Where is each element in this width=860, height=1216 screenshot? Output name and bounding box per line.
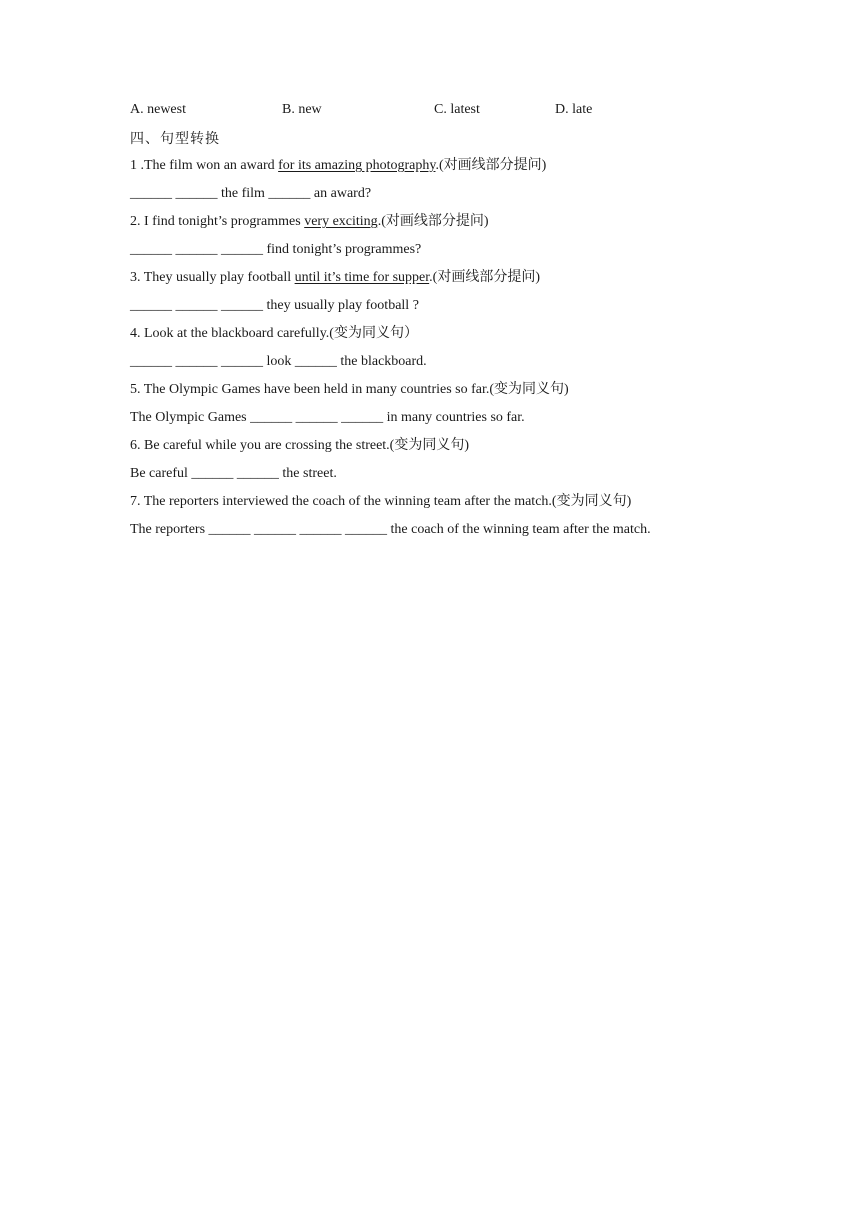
question-2	[130, 210, 830, 238]
question-instruction: .(对画线部分提问)	[435, 158, 547, 173]
option-b: B. new	[282, 102, 322, 117]
section-title: 四、句型转换	[130, 132, 220, 147]
question-instruction: .(对画线部分提问)	[429, 270, 540, 285]
option-a: A. newest	[130, 102, 186, 117]
answer-6: Be careful ______ ______ the street.	[130, 466, 337, 481]
answer-5: The Olympic Games ______ ______ ______ in many countries so far.	[130, 410, 525, 425]
question-5: 5. The Olympic Games have been held in many countries so far.(变为同义句)	[130, 382, 569, 397]
worksheet-page	[130, 102, 830, 546]
question-1	[130, 154, 830, 182]
answer-7: The reporters ______ ______ ______ ______ the coach of the winning team after the match.	[130, 522, 651, 537]
answer-1: ______ ______ the film ______ an award?	[130, 186, 372, 201]
question-text: 2. I find tonight’s programmes	[130, 214, 305, 229]
question-instruction: .(对画线部分提问)	[377, 214, 489, 229]
underlined-phrase: very exciting	[304, 214, 378, 229]
underlined-phrase: until it’s time for supper	[294, 270, 430, 285]
question-3	[130, 266, 830, 294]
question-6: 6. Be careful while you are crossing the street.(变为同义句)	[130, 438, 470, 453]
answer-2: ______ ______ ______ find tonight’s programmes?	[130, 242, 422, 257]
question-text: 1 .The film won an award	[130, 158, 279, 173]
question-7: 7. The reporters interviewed the coach of the winning team after the match.(变为同义句)	[130, 494, 632, 509]
question-text: 3. They usually play football	[130, 270, 295, 285]
option-d: D. late	[555, 102, 593, 117]
underlined-phrase: for its amazing photography	[278, 158, 436, 173]
choice-options	[130, 102, 830, 126]
answer-4: ______ ______ ______ look ______ the blackboard.	[130, 354, 427, 369]
answer-3: ______ ______ ______ they usually play football ?	[130, 298, 419, 313]
question-4: 4. Look at the blackboard carefully.(变为同义句）	[130, 326, 418, 341]
option-c: C. latest	[434, 102, 480, 117]
